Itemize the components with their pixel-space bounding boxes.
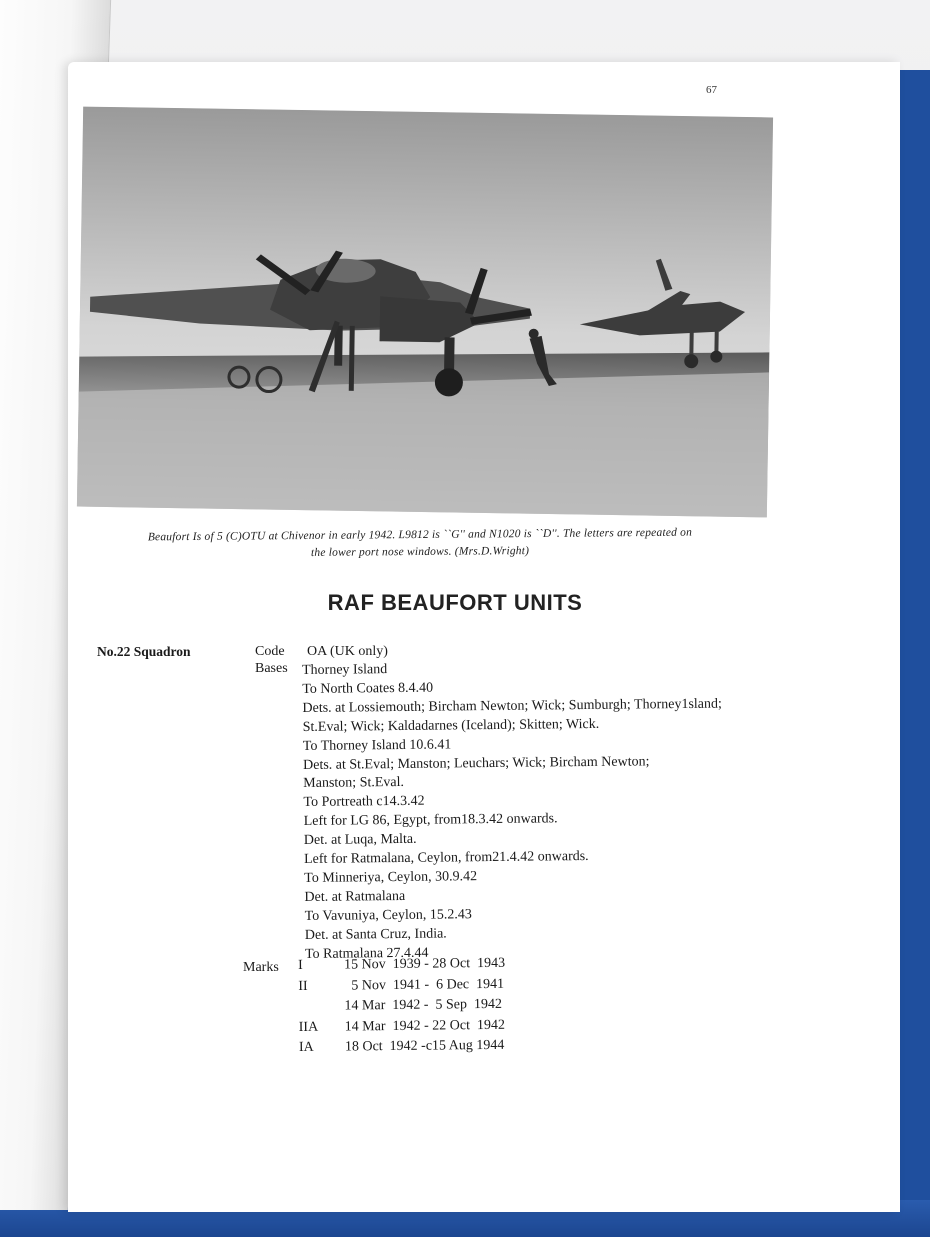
photo-image [77,107,773,518]
page-number: 67 [706,84,717,96]
mark-type [298,999,344,1020]
photo-caption [70,524,770,564]
mark-dates: 15 Nov 1939 - 28 Oct 1943 [343,955,506,973]
mark-type: II [298,978,308,994]
base-entry: St.Eval; Wick; Kaldadarnes (Iceland); Skitten; Wick. [302,716,600,735]
base-entry: To Minneriya, Ceylon, 30.9.42 [304,869,478,886]
marks-table [298,955,605,1061]
code-value: OA (UK only) [307,644,388,659]
base-entry: To Thorney Island 10.6.41 [302,737,452,754]
base-entry: Thorney Island [302,662,388,678]
base-entry: Det. at Luqa, Malta. [303,831,417,849]
base-entry: Manston; St.Eval. [303,775,405,792]
base-entry: Left for Ratmalana, Ceylon, from21.4.42 onwards. [303,849,589,868]
mark-type: IIA [298,1019,319,1035]
mark-dates: 14 Mar 1942 - 5 Sep 1942 [344,996,503,1014]
base-entry: Det. at Santa Cruz, India. [304,926,447,943]
caption-line-2: the lower port nose windows. (Mrs.D.Wright) [310,545,530,559]
base-entry: To Ratmalana 27.4.44 [304,945,429,962]
unit-name: No.22 Squadron [97,644,191,659]
base-entry: Left for LG 86, Egypt, from18.3.42 onwards. [303,811,558,830]
mark-dates: 18 Oct 1942 -c15 Aug 1944 [344,1037,505,1055]
base-entry: To Vavuniya, Ceylon, 15.2.43 [304,907,472,924]
aircraft-photograph [77,107,773,518]
section-title: RAF BEAUFORT UNITS [327,590,583,615]
code-label: Code [255,644,285,659]
marks-row [299,1037,605,1061]
base-entry: Det. at Ratmalana [304,888,406,905]
mark-type: I [298,957,303,973]
base-entry: Dets. at Lossiemouth; Bircham Newton; Wick; Sumburgh; Thorney1sland; [302,696,722,716]
base-entry: To North Coates 8.4.40 [302,680,434,697]
mark-dates: 5 Nov 1941 - 6 Dec 1941 [344,976,505,994]
marks-label: Marks [243,960,279,975]
bases-label: Bases [255,661,288,676]
bases-list [302,657,775,964]
base-entry: Dets. at St.Eval; Manston; Leuchars; Wick; Bircham Newton; [303,753,650,773]
caption-line-1: Beaufort Is of 5 (C)OTU at Chivenor in early 1942. L9812 is ``G'' and N1020 is ``D''. The letters are repeated on [147,526,693,544]
mark-dates: 14 Mar 1942 - 22 Oct 1942 [344,1017,505,1035]
mark-type: IA [298,1039,314,1055]
base-entry: To Portreath c14.3.42 [303,794,425,811]
